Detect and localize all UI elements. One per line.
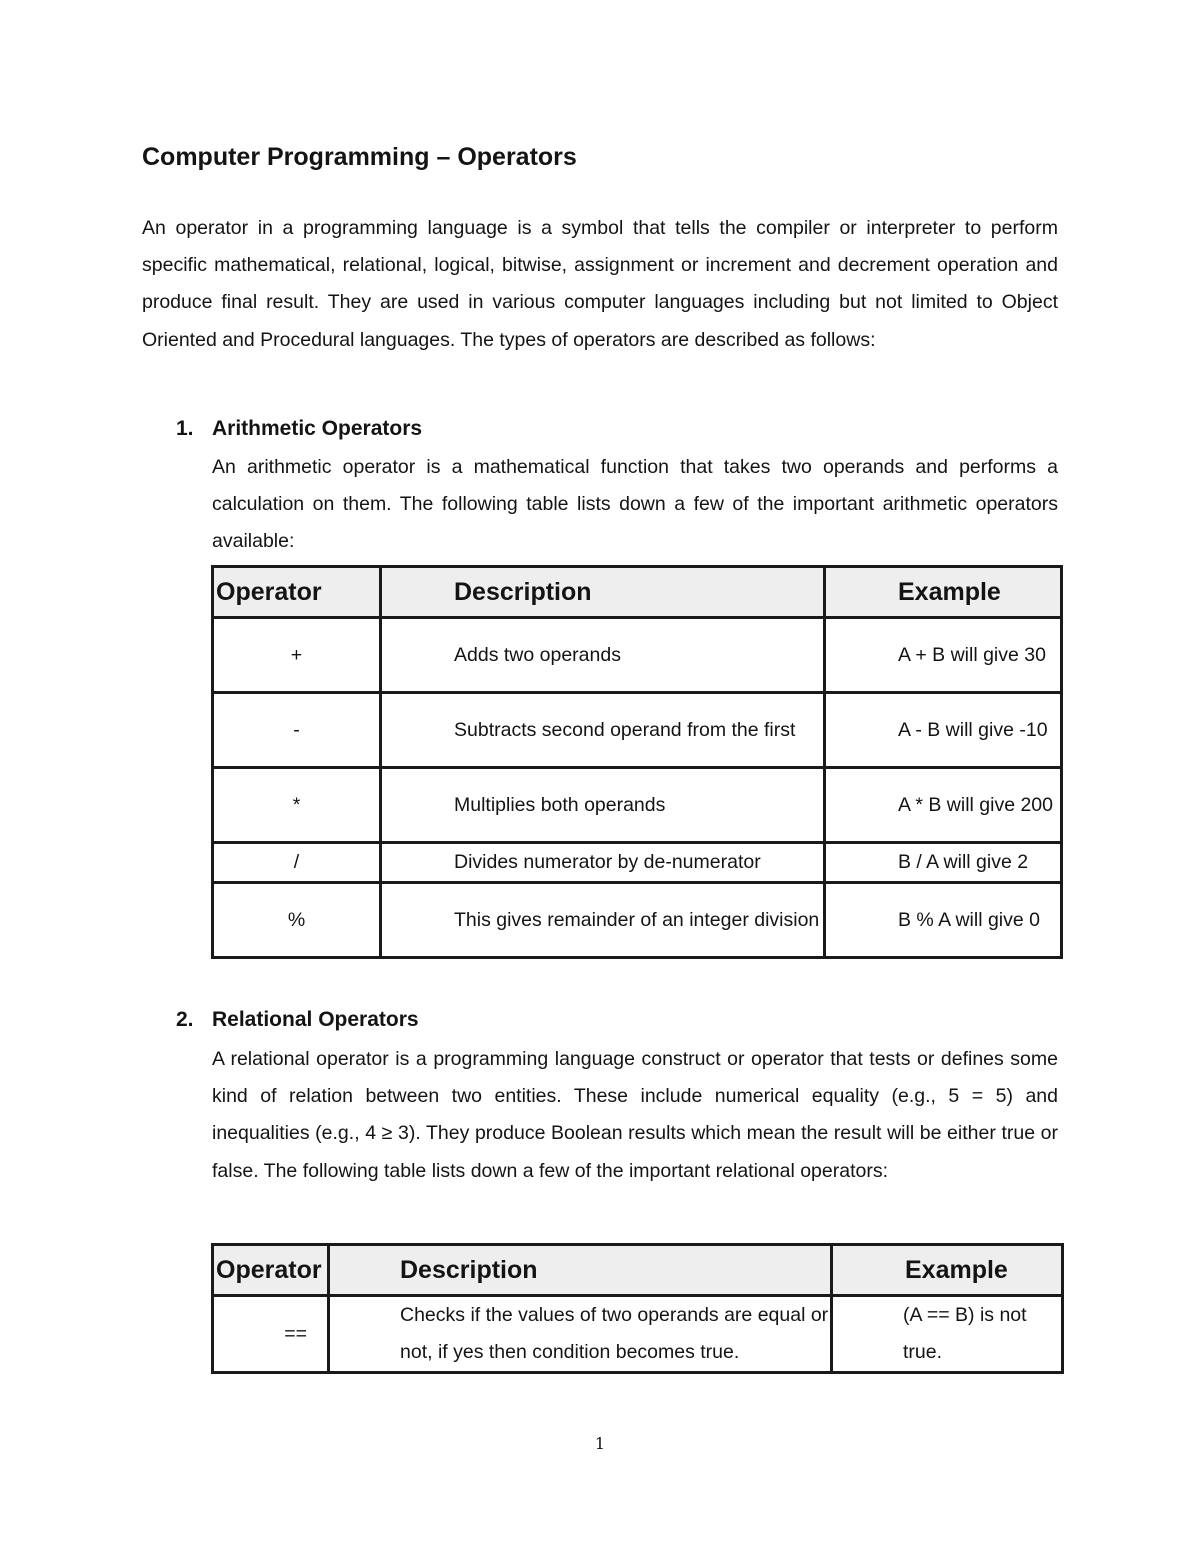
column-header-example: Example	[825, 567, 1062, 618]
arithmetic-paragraph: An arithmetic operator is a mathematical function that takes two operands and performs a calculation on them. The following table lists down a few of the important arithmetic operators available:	[212, 456, 1058, 553]
description-cell: Checks if the values of two operands are equal or not, if yes then condition becomes true.	[329, 1296, 832, 1373]
example-cell: B % A will give 0	[825, 883, 1062, 958]
table-row	[213, 768, 1062, 843]
section-number: 2.	[176, 1008, 194, 1031]
table-row	[213, 618, 1062, 693]
description-cell: This gives remainder of an integer division	[381, 883, 825, 958]
section-title: Relational Operators	[212, 1008, 419, 1031]
section-number: 1.	[176, 417, 194, 440]
operator-cell: *	[213, 768, 381, 843]
section-title: Arithmetic Operators	[212, 417, 423, 440]
section-heading-arithmetic	[176, 414, 422, 444]
example-cell: (A == B) is not true.	[832, 1296, 1063, 1373]
table-row	[213, 1296, 1063, 1373]
intro-paragraph: An operator in a programming language is a symbol that tells the compiler or interpreter to perform specific mathematical, relational, logical, bitwise, assignment or increment and decrement operation and produce final result. They are used in various computer languages including but not limited to Object Oriented and Procedural languages. The types of operators are described as follows:	[142, 217, 1058, 351]
arithmetic-operators-table	[211, 565, 1063, 959]
operator-cell: /	[213, 843, 381, 883]
page-number: 1	[594, 1434, 606, 1453]
section-heading-relational	[176, 1005, 419, 1035]
description-cell: Divides numerator by de-numerator	[381, 843, 825, 883]
example-cell: B / A will give 2	[825, 843, 1062, 883]
table-row	[213, 883, 1062, 958]
example-cell: A - B will give -10	[825, 693, 1062, 768]
example-cell: A * B will give 200	[825, 768, 1062, 843]
description-cell: Multiplies both operands	[381, 768, 825, 843]
relational-operators-table	[211, 1243, 1064, 1374]
operator-cell: ==	[213, 1296, 329, 1373]
relational-paragraph: A relational operator is a programming language construct or operator that tests or defines some kind of relation between two entities. These include numerical equality (e.g., 5 = 5) and inequalities (e.g., 4 ≥ 3). They produce Boolean results which mean the result will be either true or false. The following table lists down a few of the important relational operators:	[212, 1048, 1058, 1182]
column-header-description: Description	[329, 1245, 832, 1296]
table-row	[213, 843, 1062, 883]
column-header-example: Example	[832, 1245, 1063, 1296]
operator-cell: %	[213, 883, 381, 958]
description-cell: Adds two operands	[381, 618, 825, 693]
operator-cell: -	[213, 693, 381, 768]
column-header-operator: Operator	[213, 1245, 329, 1296]
document-title: Computer Programming – Operators	[142, 143, 577, 171]
column-header-description: Description	[381, 567, 825, 618]
column-header-operator: Operator	[213, 567, 381, 618]
operator-cell: +	[213, 618, 381, 693]
table-header-row	[213, 567, 1062, 618]
table-header-row	[213, 1245, 1063, 1296]
table-row	[213, 693, 1062, 768]
description-cell: Subtracts second operand from the first	[381, 693, 825, 768]
example-cell: A + B will give 30	[825, 618, 1062, 693]
